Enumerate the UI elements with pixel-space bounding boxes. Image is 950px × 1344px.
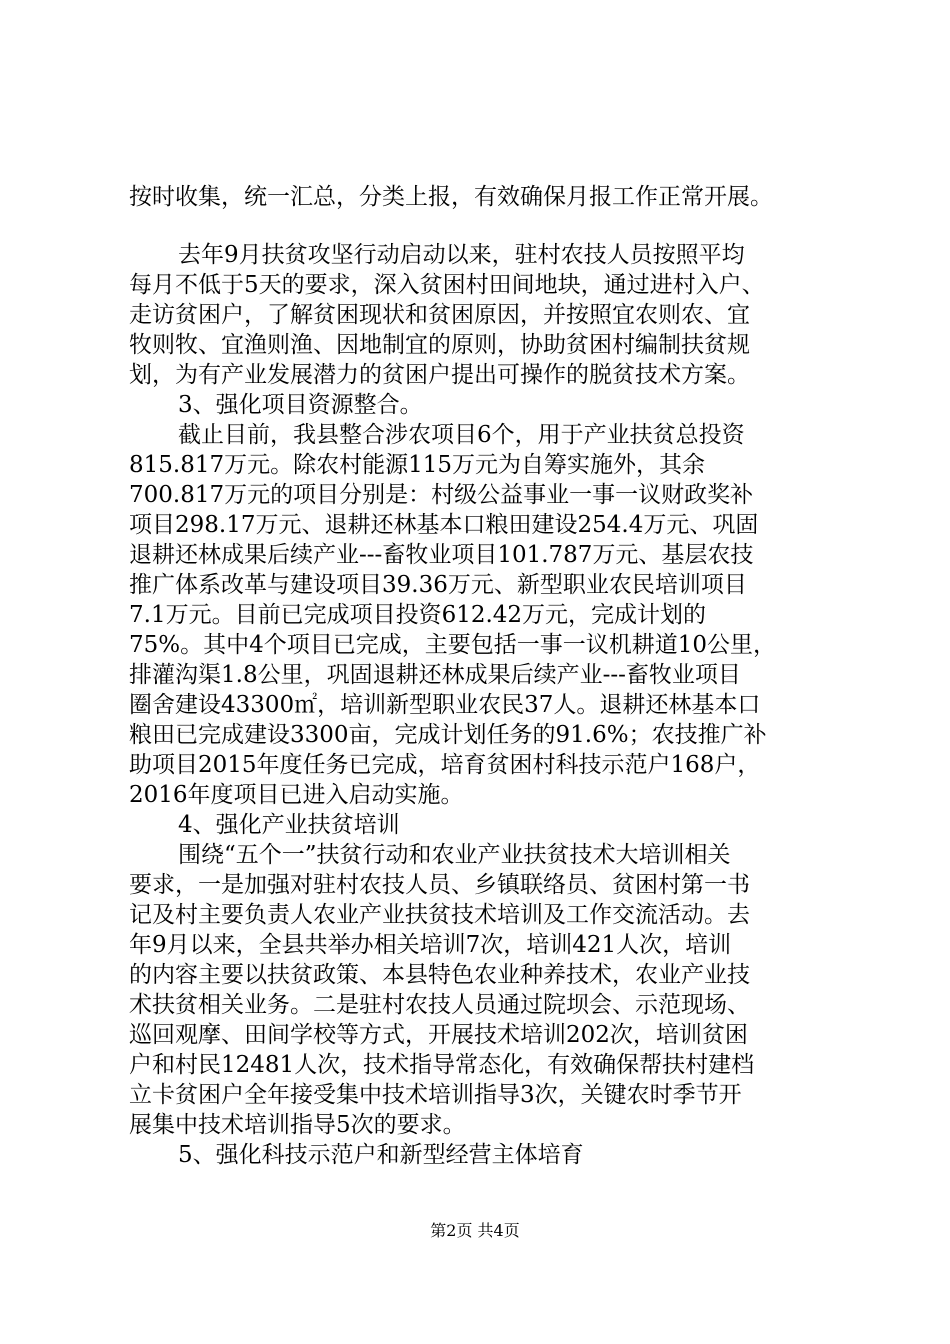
text-line: 记及村主要负责人农业产业扶贫技术培训及工作交流活动。去 xyxy=(129,902,750,928)
text-line: 退耕还林成果后续产业---畜牧业项目101.787万元、基层农技 xyxy=(129,542,754,568)
section-heading: 5、强化科技示范户和新型经营主体培育 xyxy=(178,1142,584,1168)
text-line: 围绕“五个一”扶贫行动和农业产业扶贫技术大培训相关 xyxy=(178,842,731,868)
text-line: 项目298.17万元、退耕还林基本口粮田建设254.4万元、巩固 xyxy=(129,512,759,538)
text-line: 的内容主要以扶贫政策、本县特色农业种养技术，农业产业技 xyxy=(129,962,750,988)
text-line: 牧则牧、宜渔则渔、因地制宜的原则，协助贫困村编制扶贫规 xyxy=(129,332,750,358)
text-line: 去年9月扶贫攻坚行动启动以来，驻村农技人员按照平均 xyxy=(178,242,745,268)
text-line: 展集中技术培训指导5次的要求。 xyxy=(129,1112,466,1138)
text-line: 每月不低于5天的要求，深入贫困村田间地块，通过进村入户、 xyxy=(129,272,765,298)
text-line: 术扶贫相关业务。二是驻村农技人员通过院坝会、示范现场、 xyxy=(129,992,750,1018)
text-line: 7.1万元。目前已完成项目投资612.42万元，完成计划的 xyxy=(129,602,707,628)
text-line: 2016年度项目已进入启动实施。 xyxy=(129,782,464,808)
text-line: 圈舍建设43300㎡，培训新型职业农民37人。退耕还林基本口 xyxy=(129,692,761,718)
text-line: 推广体系改革与建设项目39.36万元、新型职业农民培训项目 xyxy=(129,572,747,598)
text-line: 走访贫困户，了解贫困现状和贫困原因，并按照宜农则农、宜 xyxy=(129,302,750,328)
text-line: 排灌沟渠1.8公里，巩固退耕还林成果后续产业---畜牧业项目 xyxy=(129,662,741,688)
page-footer: 第2页 共4页 xyxy=(430,1221,520,1240)
text-line: 700.817万元的项目分别是：村级公益事业一事一议财政奖补 xyxy=(129,482,754,508)
text-line: 助项目2015年度任务已完成，培育贫困村科技示范户168户， xyxy=(129,752,761,778)
text-line: 巡回观摩、田间学校等方式，开展技术培训202次，培训贫困 xyxy=(129,1022,748,1048)
text-line: 要求，一是加强对驻村农技人员、乡镇联络员、贫困村第一书 xyxy=(129,872,750,898)
text-line: 划，为有产业发展潜力的贫困户提出可操作的脱贫技术方案。 xyxy=(129,362,750,388)
text-line: 立卡贫困户全年接受集中技术培训指导3次，关键农时季节开 xyxy=(129,1082,742,1108)
text-line: 粮田已完成建设3300亩，完成计划任务的91.6%；农技推广补 xyxy=(129,722,767,748)
text-line: 815.817万元。除农村能源115万元为自筹实施外，其余 xyxy=(129,452,706,478)
text-line: 截止目前，我县整合涉农项目6个，用于产业扶贫总投资 xyxy=(178,422,745,448)
section-heading: 3、强化项目资源整合。 xyxy=(178,392,423,418)
text-line: 户和村民12481人次，技术指导常态化，有效确保帮扶村建档 xyxy=(129,1052,755,1078)
text-line: 年9月以来，全县共举办相关培训7次，培训421人次，培训 xyxy=(129,932,732,958)
section-heading: 4、强化产业扶贫培训 xyxy=(178,812,400,838)
text-line: 75%。其中4个项目已完成，主要包括一事一议机耕道10公里， xyxy=(129,632,777,658)
text-line: 按时收集，统一汇总，分类上报，有效确保月报工作正常开展。 xyxy=(129,184,773,210)
